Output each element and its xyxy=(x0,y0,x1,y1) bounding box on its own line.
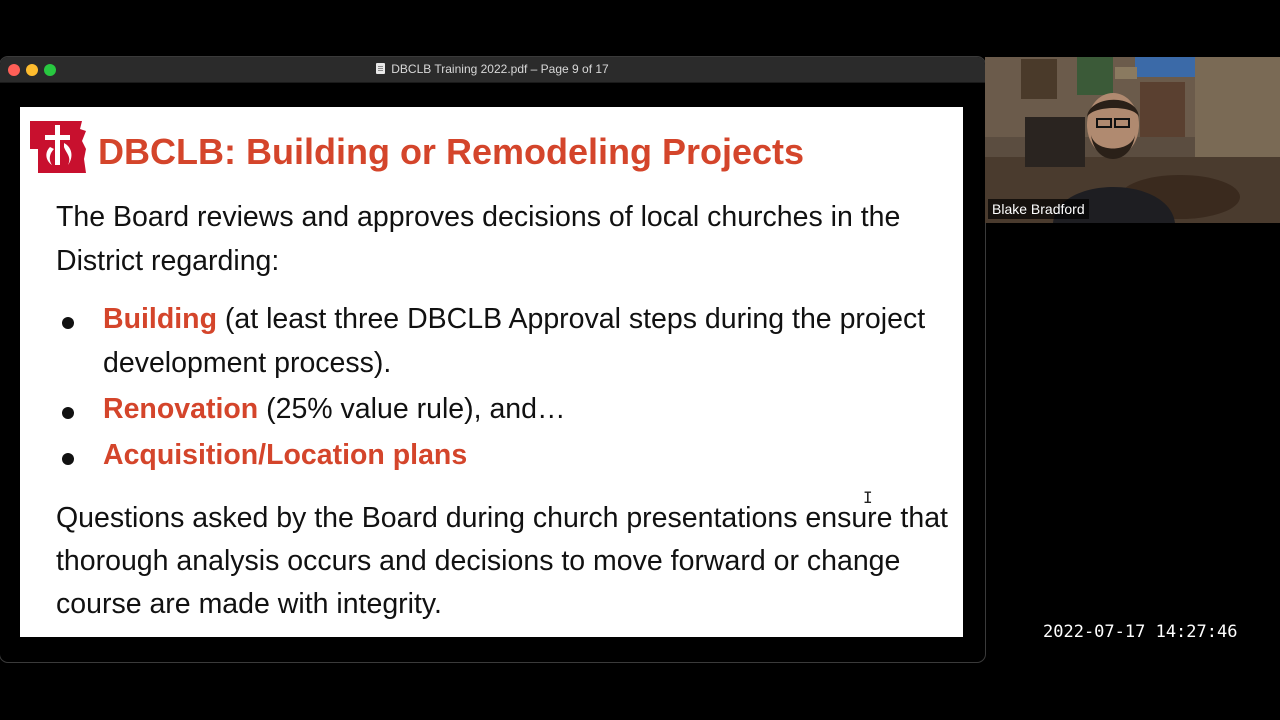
bullet-highlight: Building xyxy=(103,303,217,335)
bullet-dot-icon xyxy=(62,317,74,329)
pdf-viewer-window xyxy=(0,57,985,662)
bullet-dot-icon xyxy=(62,453,74,465)
arkansas-cross-flame-logo-icon xyxy=(28,119,88,175)
slide-title: DBCLB: Building or Remodeling Projects xyxy=(98,131,805,172)
window-title xyxy=(0,62,985,76)
bullet-highlight: Renovation xyxy=(103,393,259,425)
slide-page xyxy=(20,107,963,637)
bullet-list xyxy=(56,297,956,479)
bullet-renovation xyxy=(56,387,956,431)
window-title-text: DBCLB Training 2022.pdf – Page 9 of 17 xyxy=(391,62,609,76)
window-titlebar[interactable] xyxy=(0,57,985,83)
bullet-building xyxy=(56,297,956,385)
bullet-dot-icon xyxy=(62,407,74,419)
slide-closing-text: Questions asked by the Board during church presentations ensure that thorough analysis occurs and decisions to move forward or change course are made with integrity. xyxy=(56,502,948,620)
timestamp: 2022-07-17 14:27:46 xyxy=(1043,622,1238,642)
bullet-highlight: Acquisition/Location plans xyxy=(103,439,468,471)
bullet-text: (25% value rule), and… xyxy=(258,393,566,425)
bullet-acquisition xyxy=(56,433,956,477)
slide-intro-text: The Board reviews and approves decisions of local churches in the District regarding: xyxy=(56,201,901,277)
text-cursor-icon: I xyxy=(863,488,873,507)
participant-name-tag: Blake Bradford xyxy=(988,199,1089,219)
document-icon xyxy=(376,63,385,74)
bullet-text: (at least three DBCLB Approval steps during the project development process). xyxy=(103,303,926,379)
